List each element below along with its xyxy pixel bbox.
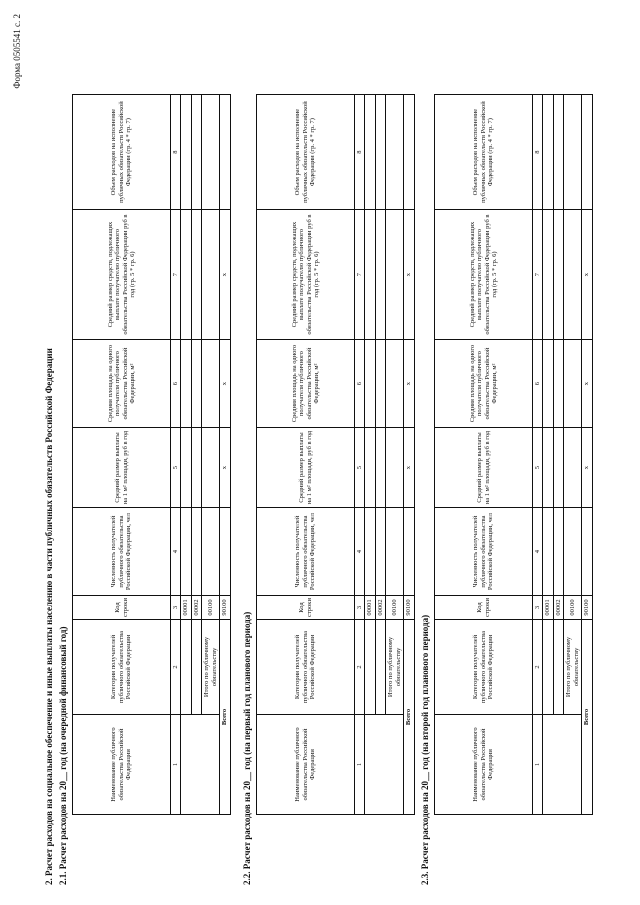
column-number: 6 bbox=[355, 340, 365, 428]
column-number: 7 bbox=[171, 210, 181, 340]
header-expense-volume: Объем расходов на исполнение публичных обязательств Российской Федерации (гр. 4 * гр. 7) bbox=[73, 95, 171, 210]
header-avg-area: Средняя площадь на одного получателя публичного обязательства Российской Федерации, м² bbox=[257, 340, 355, 428]
column-number: 6 bbox=[171, 340, 181, 428]
form-number: Форма 0505541 с. 2 bbox=[12, 14, 22, 89]
grand-total-label: Всего bbox=[404, 620, 414, 815]
value-cell[interactable] bbox=[375, 508, 385, 596]
value-cell[interactable] bbox=[543, 428, 553, 508]
value-cell[interactable] bbox=[582, 95, 592, 210]
value-cell[interactable] bbox=[564, 428, 582, 508]
column-number: 6 bbox=[533, 340, 543, 428]
x-mark: x bbox=[220, 340, 230, 428]
header-avg-funds: Средний размер средств, подлежащих выплате получателю публичного обязательства Российской Федерации руб в год (гр. 5 * гр. 6) bbox=[73, 210, 171, 340]
value-cell[interactable] bbox=[191, 508, 201, 596]
value-cell[interactable] bbox=[564, 210, 582, 340]
column-number: 3 bbox=[171, 596, 181, 620]
x-mark: x bbox=[582, 428, 592, 508]
value-cell[interactable] bbox=[386, 340, 404, 428]
column-number: 4 bbox=[533, 508, 543, 596]
header-row-code: Код строки bbox=[435, 596, 533, 620]
value-cell[interactable] bbox=[181, 508, 191, 596]
value-cell[interactable] bbox=[220, 95, 230, 210]
column-number: 3 bbox=[355, 596, 365, 620]
value-cell[interactable] bbox=[386, 210, 404, 340]
category-cell[interactable] bbox=[543, 620, 553, 715]
value-cell[interactable] bbox=[553, 508, 563, 596]
grand-total-code: 90100 bbox=[220, 596, 230, 620]
x-mark: x bbox=[404, 428, 414, 508]
header-recipient-category: Категория получателей публичного обязательства Российской Федерации bbox=[73, 620, 171, 715]
row-code: 00001 bbox=[181, 596, 191, 620]
header-avg-area: Средняя площадь на одного получателя публичного обязательства Российской Федерации, м² bbox=[435, 340, 533, 428]
header-obligation-name: Наименование публичного обязательства Российской Федерации bbox=[73, 715, 171, 815]
column-number: 1 bbox=[171, 715, 181, 815]
row-code: 00001 bbox=[543, 596, 553, 620]
value-cell[interactable] bbox=[386, 95, 404, 210]
subsection-title-2-2: 2.2. Расчет расходов на 20__ год (на первый год планового периода) bbox=[242, 611, 252, 885]
header-recipient-count: Численность получателей публичного обязательства Российской Федерации, чел bbox=[257, 508, 355, 596]
value-cell[interactable] bbox=[543, 508, 553, 596]
column-number: 7 bbox=[355, 210, 365, 340]
value-cell[interactable] bbox=[543, 340, 553, 428]
header-avg-funds: Средний размер средств, подлежащих выплате получателю публичного обязательства Российской Федерации руб в год (гр. 5 * гр. 6) bbox=[435, 210, 533, 340]
header-avg-area: Средняя площадь на одного получателя публичного обязательства Российской Федерации, м² bbox=[73, 340, 171, 428]
obligation-table-2-1 bbox=[72, 94, 231, 815]
header-row-code: Код строки bbox=[257, 596, 355, 620]
value-cell[interactable] bbox=[202, 508, 220, 596]
grand-total-label: Всего bbox=[582, 620, 592, 815]
value-cell[interactable] bbox=[553, 428, 563, 508]
value-cell[interactable] bbox=[404, 95, 414, 210]
header-avg-payment: Средний размер выплаты на 1 м² площади, руб в год bbox=[73, 428, 171, 508]
value-cell[interactable] bbox=[191, 210, 201, 340]
value-cell[interactable] bbox=[386, 428, 404, 508]
column-number: 3 bbox=[533, 596, 543, 620]
value-cell[interactable] bbox=[202, 340, 220, 428]
value-cell[interactable] bbox=[191, 340, 201, 428]
value-cell[interactable] bbox=[202, 210, 220, 340]
column-number: 2 bbox=[533, 620, 543, 715]
column-number: 5 bbox=[533, 428, 543, 508]
row-code: 00002 bbox=[375, 596, 385, 620]
header-expense-volume: Объем расходов на исполнение публичных обязательств Российской Федерации (гр. 4 * гр. 7) bbox=[257, 95, 355, 210]
column-number: 5 bbox=[355, 428, 365, 508]
header-obligation-name: Наименование публичного обязательства Российской Федерации bbox=[257, 715, 355, 815]
column-number: 5 bbox=[171, 428, 181, 508]
value-cell[interactable] bbox=[191, 95, 201, 210]
obligation-table-2-3 bbox=[434, 94, 593, 815]
value-cell[interactable] bbox=[202, 95, 220, 210]
column-number: 2 bbox=[171, 620, 181, 715]
subsection-title-2-1: 2.1. Расчет расходов на 20__ год (на очередной финансовый год) bbox=[58, 626, 68, 885]
value-cell[interactable] bbox=[181, 428, 191, 508]
value-cell[interactable] bbox=[375, 340, 385, 428]
header-avg-payment: Средний размер выплаты на 1 м² площади, руб в год bbox=[257, 428, 355, 508]
value-cell[interactable] bbox=[553, 340, 563, 428]
column-number: 8 bbox=[533, 95, 543, 210]
category-cell[interactable] bbox=[181, 620, 191, 715]
total-obligation-code: 00100 bbox=[564, 596, 582, 620]
obligation-name-cell[interactable] bbox=[543, 715, 582, 815]
obligation-table-2-2 bbox=[256, 94, 415, 815]
value-cell[interactable] bbox=[365, 508, 375, 596]
value-cell[interactable] bbox=[564, 340, 582, 428]
header-recipient-count: Численность получателей публичного обязательства Российской Федерации, чел bbox=[73, 508, 171, 596]
value-cell[interactable] bbox=[220, 508, 230, 596]
value-cell[interactable] bbox=[181, 95, 191, 210]
row-code: 00002 bbox=[553, 596, 563, 620]
value-cell[interactable] bbox=[564, 95, 582, 210]
row-code: 00001 bbox=[365, 596, 375, 620]
header-recipient-category: Категория получателей публичного обязательства Российской Федерации bbox=[257, 620, 355, 715]
value-cell[interactable] bbox=[365, 340, 375, 428]
column-number: 1 bbox=[533, 715, 543, 815]
section-title: 2. Расчет расходов на социальное обеспечение и иные выплаты населению в части публичных обязательств Российской Федерации bbox=[44, 348, 54, 885]
column-number: 1 bbox=[355, 715, 365, 815]
value-cell[interactable] bbox=[375, 210, 385, 340]
grand-total-label: Всего bbox=[220, 620, 230, 815]
header-recipient-category: Категория получателей публичного обязательства Российской Федерации bbox=[435, 620, 533, 715]
total-obligation-label: Итого по публичному обязательству bbox=[386, 620, 404, 715]
column-number: 8 bbox=[355, 95, 365, 210]
obligation-name-cell[interactable] bbox=[365, 715, 404, 815]
value-cell[interactable] bbox=[543, 95, 553, 210]
column-number: 8 bbox=[171, 95, 181, 210]
x-mark: x bbox=[582, 340, 592, 428]
value-cell[interactable] bbox=[181, 340, 191, 428]
grand-total-code: 90100 bbox=[582, 596, 592, 620]
header-recipient-count: Численность получателей публичного обязательства Российской Федерации, чел bbox=[435, 508, 533, 596]
x-mark: x bbox=[220, 428, 230, 508]
header-avg-payment: Средний размер выплаты на 1 м² площади, руб в год bbox=[435, 428, 533, 508]
column-number: 4 bbox=[355, 508, 365, 596]
value-cell[interactable] bbox=[386, 508, 404, 596]
x-mark: x bbox=[404, 340, 414, 428]
category-cell[interactable] bbox=[365, 620, 375, 715]
category-cell[interactable] bbox=[375, 620, 385, 715]
value-cell[interactable] bbox=[365, 210, 375, 340]
column-number: 4 bbox=[171, 508, 181, 596]
total-obligation-code: 00100 bbox=[202, 596, 220, 620]
x-mark: x bbox=[404, 210, 414, 340]
value-cell[interactable] bbox=[375, 428, 385, 508]
category-cell[interactable] bbox=[191, 620, 201, 715]
value-cell[interactable] bbox=[543, 210, 553, 340]
value-cell[interactable] bbox=[404, 508, 414, 596]
total-obligation-label: Итого по публичному обязательству bbox=[202, 620, 220, 715]
total-obligation-code: 00100 bbox=[386, 596, 404, 620]
value-cell[interactable] bbox=[553, 95, 563, 210]
value-cell[interactable] bbox=[202, 428, 220, 508]
value-cell[interactable] bbox=[181, 210, 191, 340]
value-cell[interactable] bbox=[375, 95, 385, 210]
value-cell[interactable] bbox=[365, 95, 375, 210]
value-cell[interactable] bbox=[365, 428, 375, 508]
grand-total-code: 90100 bbox=[404, 596, 414, 620]
obligation-name-cell[interactable] bbox=[181, 715, 220, 815]
row-code: 00002 bbox=[191, 596, 201, 620]
x-mark: x bbox=[220, 210, 230, 340]
header-avg-funds: Средний размер средств, подлежащих выплате получателю публичного обязательства Российской Федерации руб в год (гр. 5 * гр. 6) bbox=[257, 210, 355, 340]
value-cell[interactable] bbox=[191, 428, 201, 508]
category-cell[interactable] bbox=[553, 620, 563, 715]
x-mark: x bbox=[582, 210, 592, 340]
value-cell[interactable] bbox=[564, 508, 582, 596]
value-cell[interactable] bbox=[553, 210, 563, 340]
header-expense-volume: Объем расходов на исполнение публичных обязательств Российской Федерации (гр. 4 * гр. 7) bbox=[435, 95, 533, 210]
column-number: 2 bbox=[355, 620, 365, 715]
column-number: 7 bbox=[533, 210, 543, 340]
total-obligation-label: Итого по публичному обязательству bbox=[564, 620, 582, 715]
value-cell[interactable] bbox=[582, 508, 592, 596]
header-row-code: Код строки bbox=[73, 596, 171, 620]
header-obligation-name: Наименование публичного обязательства Российской Федерации bbox=[435, 715, 533, 815]
subsection-title-2-3: 2.3. Расчет расходов на 20__ год (на второй год планового периода) bbox=[420, 614, 430, 885]
